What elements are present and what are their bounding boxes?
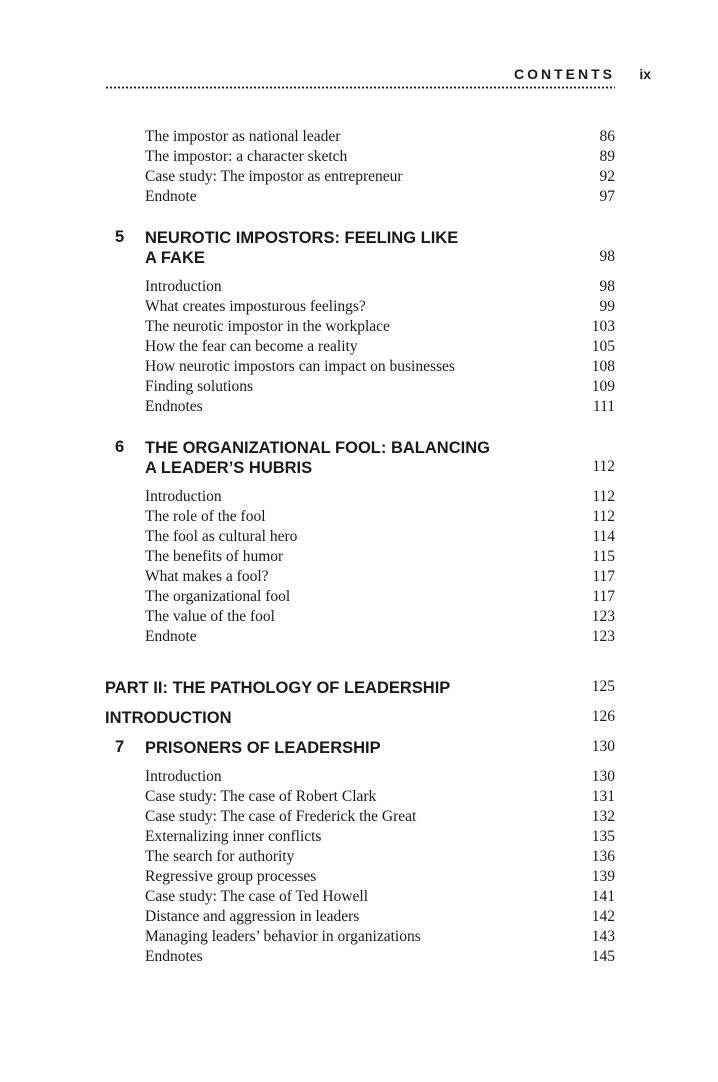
table-of-contents (105, 128, 615, 968)
entry-page: 86 (599, 128, 615, 145)
toc-entry (105, 318, 615, 338)
toc-entry (105, 278, 615, 298)
entry-title: How the fear can become a reality (145, 338, 358, 355)
chapter-page: 130 (591, 738, 615, 755)
chapter-title: A LEADER’S HUBRIS (145, 459, 313, 477)
entry-title: What makes a fool? (145, 568, 269, 585)
entry-page: 135 (591, 828, 615, 845)
chapter-6-heading (105, 438, 615, 478)
toc-entry (105, 848, 615, 868)
intro-title-row (105, 708, 615, 728)
entry-title: Endnote (145, 188, 197, 205)
chapter-title: A FAKE (145, 249, 205, 267)
entry-page: 145 (591, 948, 615, 965)
entry-page: 111 (592, 398, 615, 415)
entry-page: 139 (591, 868, 615, 885)
entry-page: 117 (592, 588, 615, 605)
entry-title: Endnote (145, 628, 197, 645)
entry-title: Endnotes (145, 398, 203, 415)
entry-title: The impostor: a character sketch (145, 148, 348, 165)
entry-page: 123 (591, 608, 615, 625)
entry-title: Case study: The case of Robert Clark (145, 788, 377, 805)
chapter-title-line-2 (105, 248, 615, 268)
toc-entry (105, 928, 615, 948)
toc-entry (105, 788, 615, 808)
entry-page: 97 (599, 188, 615, 205)
entry-title: What creates imposturous feelings? (145, 298, 366, 315)
toc-entry (105, 568, 615, 588)
entry-title: Case study: The impostor as entrepreneur (145, 168, 403, 185)
toc-entry (105, 768, 615, 788)
toc-entry (105, 508, 615, 528)
toc-entry (105, 808, 615, 828)
entry-title: Introduction (145, 278, 222, 295)
chapter-page: 112 (592, 458, 615, 475)
entry-list (105, 278, 615, 418)
entry-page: 123 (591, 628, 615, 645)
entry-title: The impostor as national leader (145, 128, 341, 145)
entry-page: 105 (591, 338, 615, 355)
entry-list (105, 768, 615, 968)
toc-entry (105, 948, 615, 968)
entry-page: 92 (599, 168, 615, 185)
toc-entry (105, 608, 615, 628)
entry-title: The neurotic impostor in the workplace (145, 318, 390, 335)
running-header (105, 66, 651, 86)
entry-title: Endnotes (145, 948, 203, 965)
entry-title: The value of the fool (145, 608, 275, 625)
part-page: 125 (591, 678, 615, 695)
entry-page: 142 (591, 908, 615, 925)
dotted-rule (105, 86, 615, 89)
entry-page: 103 (591, 318, 615, 335)
entry-page: 108 (591, 358, 615, 375)
chapter-title-line: NEUROTIC IMPOSTORS: FEELING LIKE (145, 229, 459, 247)
entry-list (105, 128, 615, 208)
toc-entry (105, 358, 615, 378)
introduction-heading (105, 708, 615, 728)
entry-page: 89 (599, 148, 615, 165)
entry-page: 112 (592, 508, 615, 525)
entry-page: 130 (591, 768, 615, 785)
entry-title: The benefits of humor (145, 548, 284, 565)
entry-title: Managing leaders’ behavior in organizations (145, 928, 421, 945)
entry-title: The organizational fool (145, 588, 291, 605)
entry-title: Case study: The case of Ted Howell (145, 888, 369, 905)
entry-title: Regressive group processes (145, 868, 317, 885)
entry-title: Case study: The case of Frederick the Great (145, 808, 417, 825)
toc-entry (105, 378, 615, 398)
entry-page: 112 (592, 488, 615, 505)
toc-entry (105, 298, 615, 318)
entry-page: 114 (592, 528, 615, 545)
entry-page: 136 (591, 848, 615, 865)
intro-page: 126 (591, 708, 615, 725)
toc-entry (105, 828, 615, 848)
toc-entry (105, 168, 615, 188)
entry-title: Finding solutions (145, 378, 254, 395)
chapter-title-row (105, 738, 615, 758)
chapter-number: 6 (115, 438, 125, 456)
entry-page: 115 (592, 548, 615, 565)
entry-title: The role of the fool (145, 508, 266, 525)
entry-list (105, 488, 615, 648)
entry-title: Introduction (145, 488, 222, 505)
toc-entry (105, 148, 615, 168)
entry-page: 131 (591, 788, 615, 805)
toc-entry (105, 488, 615, 508)
chapter-number: 5 (115, 228, 125, 246)
entry-title: Introduction (145, 768, 222, 785)
chapter-page: 98 (599, 248, 615, 265)
part-title: PART II: THE PATHOLOGY OF LEADERSHIP (105, 679, 451, 697)
entry-page: 99 (599, 298, 615, 315)
toc-entry (105, 128, 615, 148)
toc-entry (105, 338, 615, 358)
entry-title: How neurotic impostors can impact on businesses (145, 358, 455, 375)
entry-page: 117 (592, 568, 615, 585)
entry-page: 141 (591, 888, 615, 905)
page-number: ix (639, 66, 651, 82)
entry-title: The fool as cultural hero (145, 528, 298, 545)
chapter-title-line-2 (105, 458, 615, 478)
toc-entry (105, 188, 615, 208)
intro-title: INTRODUCTION (105, 709, 232, 727)
chapter-title-line: THE ORGANIZATIONAL FOOL: BALANCING (145, 439, 490, 457)
entry-page: 98 (599, 278, 615, 295)
toc-entry (105, 548, 615, 568)
toc-entry (105, 528, 615, 548)
entry-title: Distance and aggression in leaders (145, 908, 360, 925)
entry-title: Externalizing inner conflicts (145, 828, 322, 845)
toc-entry (105, 398, 615, 418)
chapter-7-heading (105, 738, 615, 758)
chapter-5-heading (105, 228, 615, 268)
part-2-heading (105, 678, 615, 698)
entry-page: 132 (591, 808, 615, 825)
toc-entry (105, 868, 615, 888)
toc-entry (105, 628, 615, 648)
toc-entry (105, 888, 615, 908)
toc-entry (105, 908, 615, 928)
header-title: CONTENTS (514, 66, 615, 82)
entry-page: 109 (591, 378, 615, 395)
entry-title: The search for authority (145, 848, 295, 865)
part-title-row (105, 678, 615, 698)
chapter-number: 7 (115, 738, 125, 756)
entry-page: 143 (591, 928, 615, 945)
chapter-title: PRISONERS OF LEADERSHIP (145, 739, 381, 757)
toc-entry (105, 588, 615, 608)
